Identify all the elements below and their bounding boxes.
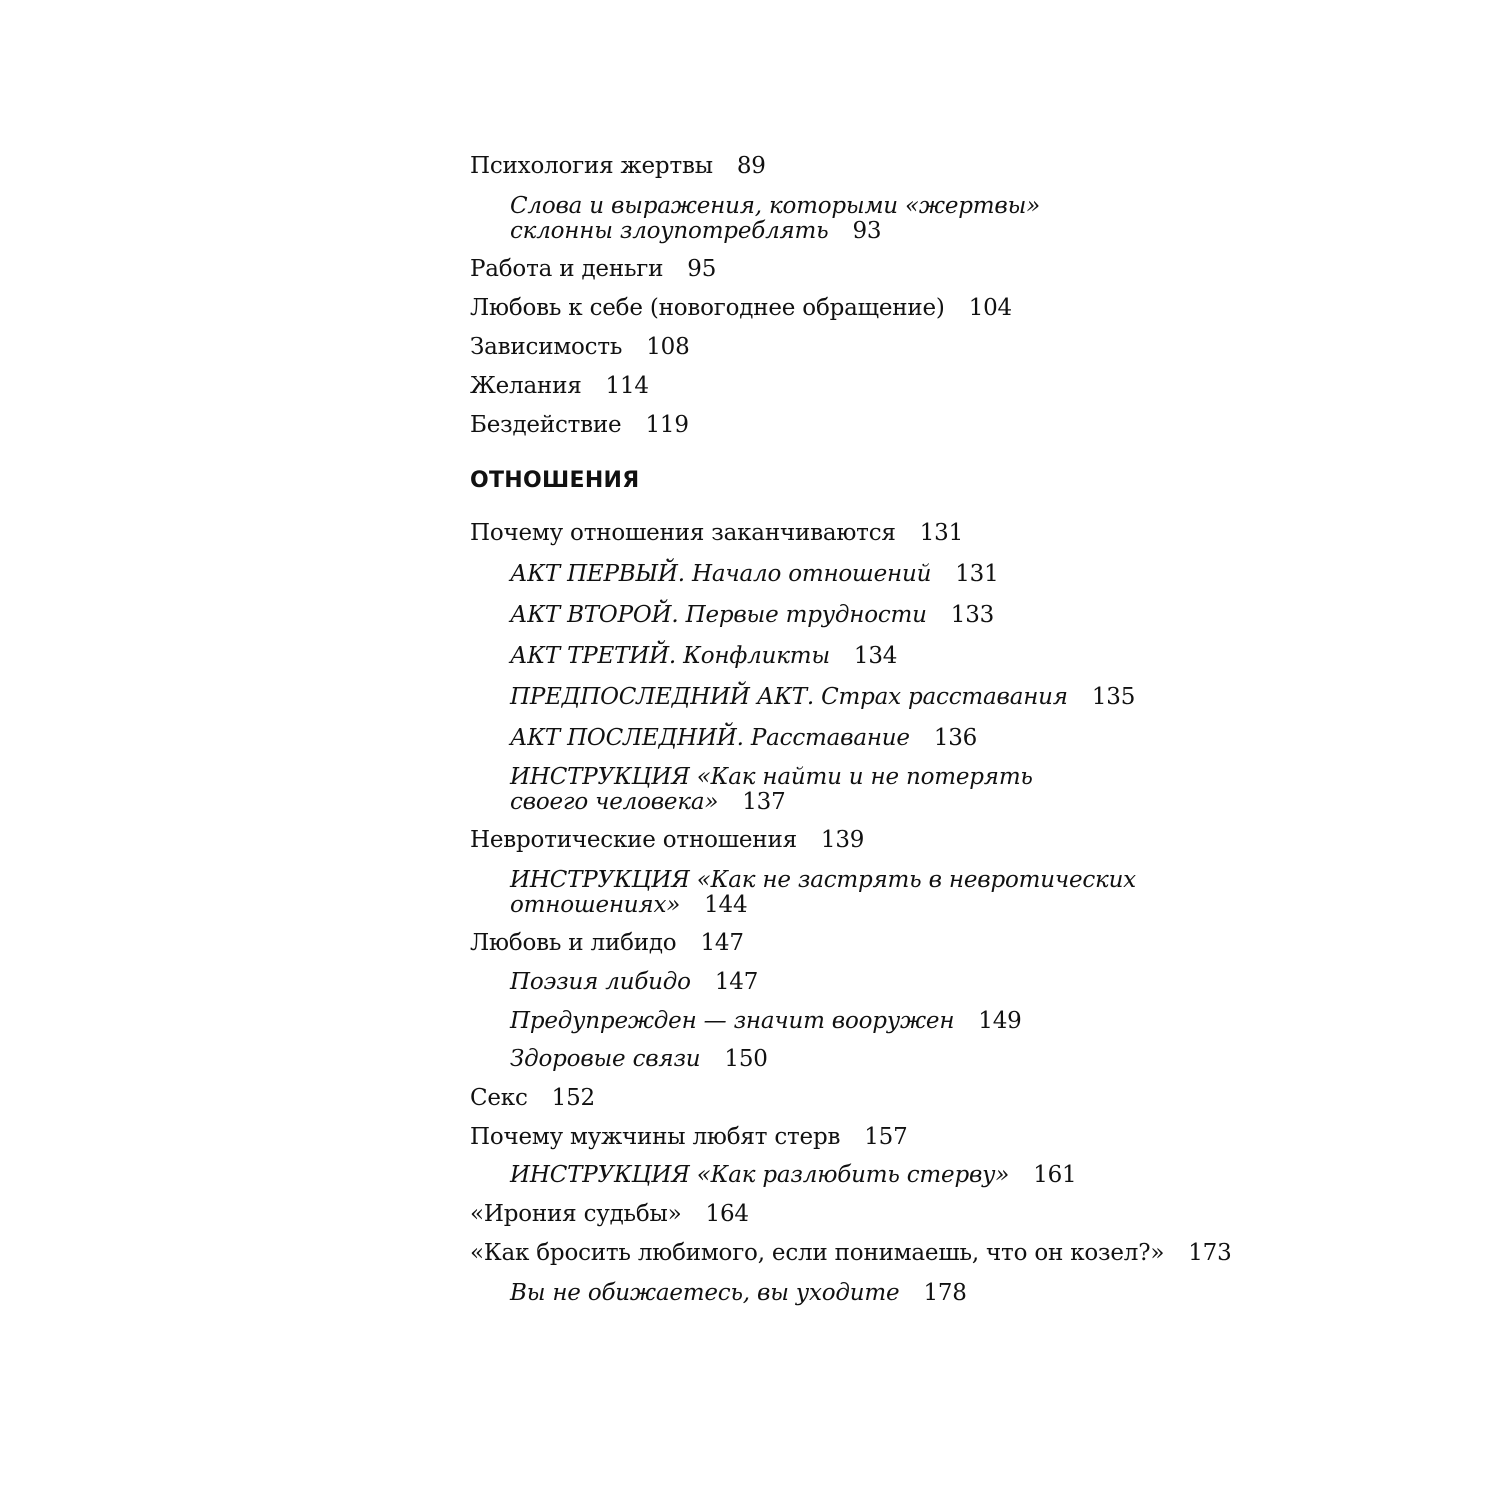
toc-entry-title: АКТ ТРЕТИЙ. Конфликты (510, 643, 830, 669)
toc-entry-page: 137 (742, 789, 786, 815)
toc-entry-title: Психология жертвы (470, 153, 713, 179)
toc-entry-title-line2: своего человека» (510, 789, 719, 815)
toc-entry-page: 136 (933, 725, 978, 751)
toc-entry-title: Невротические отношения (470, 827, 797, 853)
toc-entry-page: 178 (923, 1280, 967, 1306)
toc-entry (470, 828, 864, 853)
toc-entry-page: 104 (968, 295, 1012, 321)
toc-entry-page: 149 (978, 1008, 1022, 1034)
toc-entry-page: 134 (853, 643, 898, 669)
toc-entry (470, 521, 963, 546)
toc-entry-title: ИНСТРУКЦИЯ «Как разлюбить стерву» (510, 1162, 1010, 1188)
toc-subentry (510, 603, 994, 628)
toc-entry-title: АКТ ПОСЛЕДНИЙ. Расставание (510, 725, 910, 751)
toc-entry (470, 257, 716, 282)
toc-entry-title: Почему мужчины любят стерв (470, 1124, 841, 1150)
toc-entry (470, 1241, 1232, 1266)
toc-entry-page: 108 (646, 334, 690, 360)
toc-entry-title: ПРЕДПОСЛЕДНИЙ АКТ. Страх расставания (510, 684, 1068, 710)
toc-entry-page: 114 (605, 373, 649, 399)
toc-entry (470, 374, 649, 399)
toc-subentry (510, 970, 758, 995)
toc-entry-title-line2: отношениях» (510, 892, 681, 918)
toc-entry-page: 135 (1091, 684, 1136, 710)
toc-entry-title: Любовь и либидо (470, 930, 677, 956)
toc-entry-page: 139 (820, 827, 865, 853)
toc-subentry (510, 562, 999, 587)
toc-entry-title: АКТ ВТОРОЙ. Первые трудности (510, 602, 927, 628)
toc-entry-page: 164 (705, 1201, 749, 1227)
toc-subentry (510, 1163, 1077, 1188)
toc-entry-page: 89 (736, 153, 766, 179)
toc-entry (470, 931, 744, 956)
toc-entry-page: 150 (724, 1046, 768, 1072)
toc-entry-page: 152 (551, 1085, 595, 1111)
toc-subentry (510, 1281, 967, 1306)
toc-entry-title: Предупрежден — значит вооружен (510, 1008, 955, 1034)
toc-entry (470, 335, 690, 360)
toc-entry-page: 144 (704, 892, 748, 918)
toc-entry-title: АКТ ПЕРВЫЙ. Начало отношений (510, 561, 932, 587)
toc-entry (470, 154, 766, 179)
toc-entry-page: 131 (955, 561, 999, 587)
toc-entry-title: Любовь к себе (новогоднее обращение) (470, 295, 945, 321)
toc-entry (470, 1086, 595, 1111)
toc-subentry (510, 868, 1136, 918)
toc-entry-page: 93 (852, 218, 882, 244)
toc-entry-title: Зависимость (470, 334, 623, 360)
toc-entry (470, 413, 689, 438)
toc-entry-page: 95 (687, 256, 717, 282)
toc-entry-title-line1: Слова и выражения, которыми «жертвы» (510, 193, 1040, 219)
toc-entry (470, 296, 1012, 321)
toc-entry-page: 161 (1033, 1162, 1077, 1188)
toc-subentry (510, 765, 1033, 815)
toc-entry-title: Желания (470, 373, 582, 399)
toc-entry-title-line1: ИНСТРУКЦИЯ «Как не застрять в невротических (510, 867, 1136, 893)
toc-subentry (510, 644, 897, 669)
toc-subentry (510, 726, 977, 751)
section-heading: ОТНОШЕНИЯ (470, 468, 640, 493)
toc-entry-page: 157 (864, 1124, 908, 1150)
toc-subentry (510, 194, 1040, 244)
toc-entry-title: Поэзия либидо (510, 969, 691, 995)
toc-entry-title: Секс (470, 1085, 528, 1111)
toc-entry-title: «Как бросить любимого, если понимаешь, что он козел?» (470, 1240, 1165, 1266)
toc-entry-page: 147 (700, 930, 744, 956)
toc-entry (470, 1202, 749, 1227)
toc-subentry (510, 1009, 1022, 1034)
toc-entry-title: «Ирония судьбы» (470, 1201, 682, 1227)
toc-entry-page: 147 (714, 969, 759, 995)
toc-entry-title-line1: ИНСТРУКЦИЯ «Как найти и не потерять (510, 764, 1033, 790)
toc-entry-page: 133 (950, 602, 995, 628)
toc-subentry (510, 1047, 768, 1072)
toc-entry-page: 119 (645, 412, 689, 438)
toc-entry-title-line2: склонны злоупотреблять (510, 218, 829, 244)
toc-entry-page: 173 (1188, 1240, 1232, 1266)
toc-entry-title: Здоровые связи (510, 1046, 701, 1072)
toc-entry-title: Почему отношения заканчиваются (470, 520, 896, 546)
toc-entry-title: Бездействие (470, 412, 622, 438)
toc-entry-title: Вы не обижаетесь, вы уходите (510, 1280, 900, 1306)
toc-subentry (510, 685, 1135, 710)
toc-entry (470, 1125, 908, 1150)
toc-entry-page: 131 (919, 520, 964, 546)
toc-entry-title: Работа и деньги (470, 256, 664, 282)
